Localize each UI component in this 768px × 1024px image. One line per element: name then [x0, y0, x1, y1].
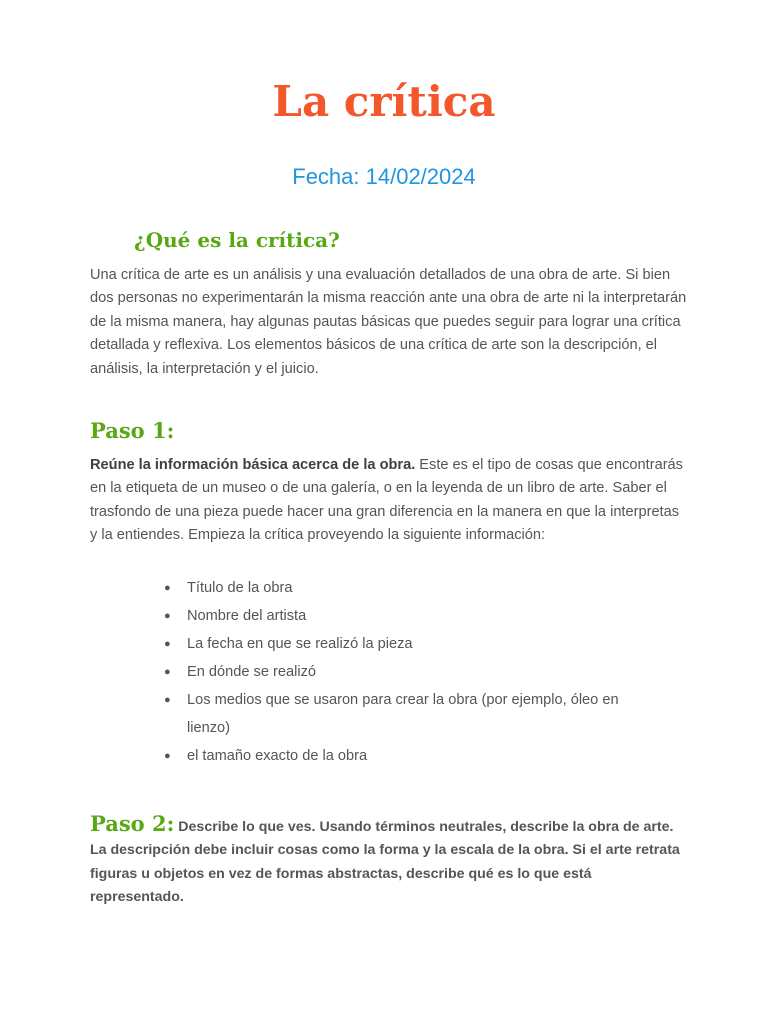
- list-item-text: el tamaño exacto de la obra: [187, 748, 368, 764]
- bullet-icon: ●: [164, 694, 171, 706]
- bullet-icon: ●: [164, 610, 171, 622]
- list-item: [164, 574, 664, 602]
- list-item: [164, 686, 664, 742]
- list-item: [164, 630, 664, 658]
- list-item: [164, 602, 664, 630]
- paso1-paragraph: [90, 454, 690, 548]
- document-date: Fecha: 14/02/2024: [292, 164, 476, 189]
- list-item: [164, 658, 664, 686]
- bullet-icon: ●: [164, 666, 171, 678]
- bullet-icon: ●: [164, 638, 171, 650]
- bullet-icon: ●: [164, 750, 171, 762]
- list-item-text: Título de la obra: [187, 580, 293, 596]
- paso2-heading: Paso 2:: [90, 811, 175, 836]
- list-item-text: La fecha en que se realizó la pieza: [187, 636, 413, 652]
- intro-paragraph: Una crítica de arte es un análisis y una evaluación detallados de una obra de arte. Si bien dos personas no experimentarán la misma reacción ante una obra de arte ni la interpretarán de la misma manera, hay algunas pautas básicas que puedes seguir para lograr una crítica detallada y reflexiva. Los elementos básicos de una crítica de arte son la descripción, el análisis, la interpretación y el juicio.: [90, 267, 687, 377]
- bullet-icon: ●: [164, 582, 171, 594]
- paso1-lead: Reúne la información básica acerca de la obra.: [90, 457, 416, 473]
- paso1-body: Este es el tipo de cosas que encontrarás en la etiqueta de un museo o de una galería, o en la leyenda de un libro de arte. Saber el trasfondo de una pieza puede hacer una gran diferencia en la manera en que la interpretas y la entiendes. Empieza la crítica proveyendo la siguiente información:: [90, 457, 683, 544]
- list-item-text: Los medios que se usaron para crear la obra (por ejemplo, óleo en lienzo): [187, 692, 619, 736]
- list-item-text: Nombre del artista: [187, 608, 307, 624]
- list-item-text: En dónde se realizó: [187, 664, 316, 680]
- section-heading: ¿Qué es la crítica?: [134, 228, 340, 252]
- paso1-heading: Paso 1:: [90, 418, 175, 443]
- paso2-body: Describe lo que ves. Usando términos neutrales, describe la obra de arte. La descripción debe incluir cosas como la forma y la escala de la obra. Si el arte retrata figuras u objetos en vez de formas abstractas, describe qué es lo que está representado.: [90, 819, 680, 906]
- paso1-info-list: [164, 574, 664, 770]
- paso2-paragraph: [90, 812, 680, 910]
- document-title: La crítica: [272, 77, 496, 126]
- list-item: [164, 742, 664, 770]
